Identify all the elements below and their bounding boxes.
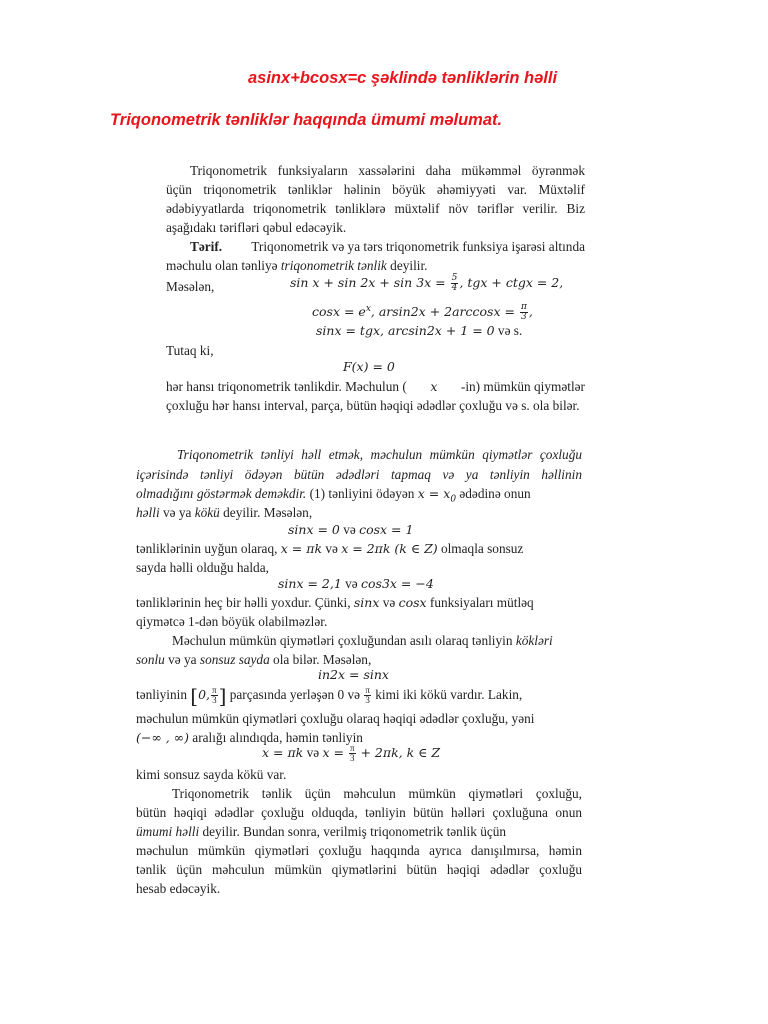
paragraph-line: kimi sonsuz sayda kökü var.: [136, 767, 287, 782]
equation-line: [288, 521, 413, 539]
term: ümumi həlli: [136, 824, 200, 839]
text: funksiyaları mütləq: [426, 595, 534, 610]
equation: x = πk: [262, 745, 304, 760]
equation: (−∞ , ∞): [136, 730, 189, 745]
numerator: π: [212, 685, 217, 696]
paragraph-line: [166, 378, 585, 396]
fraction: [349, 744, 356, 763]
text: ola bilər. Məsələn,: [269, 652, 372, 667]
equation: x =: [322, 745, 348, 760]
paragraph-line: bütün həqiqi ədədlər çoxluğu olduqda, tənliyin bütün həlləri çoxluğuna onun: [136, 805, 582, 820]
equation: sinx = 0: [288, 522, 340, 537]
equation: + 2πk, k ∈ Z: [356, 745, 441, 760]
denominator: 3: [349, 753, 355, 764]
numerator: π: [520, 302, 527, 313]
fraction: [451, 274, 459, 293]
paragraph-line: məchulun mümkün qiymətləri çoxluğu olaraq həqiqi ədədlər çoxluğu, yəni: [136, 711, 535, 726]
denominator: 3: [365, 695, 370, 706]
text: olmadığını göstərmək deməkdir.: [136, 486, 307, 501]
example-label: Məsələn,: [166, 279, 215, 294]
equation-line: [262, 744, 440, 763]
paragraph-line: çoxluğu hər hansı interval, parça, bütün həqiqi ədədlər çoxluğu və s. ola bilər.: [166, 398, 580, 413]
paragraph-line: üçün triqonometrik tənliklər həlinin böyük əhəmiyyəti var. Müxtəlif: [166, 182, 585, 197]
equation: sinx: [353, 595, 380, 610]
denominator: 3: [521, 312, 527, 323]
equation: x = x: [417, 486, 451, 501]
equation: cosx: [398, 595, 427, 610]
equation: sinx = 2,1: [278, 576, 342, 591]
text: və: [339, 522, 360, 537]
fraction: [211, 686, 218, 705]
equation-line-3: [316, 322, 522, 340]
equation: x = πk: [280, 541, 323, 556]
term: kökü: [194, 505, 220, 520]
equation-fx: F(x) = 0: [343, 359, 395, 374]
equation: 0,: [198, 687, 211, 702]
definition-text: məchulu olan tənliyə: [166, 258, 278, 273]
paragraph-line: içərisində tənliyi ödəyən bütün ədədləri tapmaq və ya tənliyin həllinin: [136, 467, 582, 482]
text: parçasında yerləşən 0 və: [226, 687, 364, 702]
term: sonlu: [136, 652, 165, 667]
definition-term: triqonometrik tənlik: [280, 258, 387, 273]
bracket-open: [: [190, 683, 199, 708]
text: ədədinə onun: [456, 486, 531, 501]
paragraph-line: aşağıdakı tərifləri qəbul edəcəyik.: [166, 220, 347, 235]
equation: ,: [528, 304, 533, 320]
text: və ya: [164, 652, 200, 667]
equation: cosx = e: [312, 304, 366, 320]
denominator: 4: [451, 283, 458, 293]
definition-text: Triqonometrik və ya tərs triqonometrik funksiya işarəsi altında: [251, 239, 585, 254]
text: olmaqla sonsuz: [437, 541, 524, 556]
bracket-close: ]: [218, 683, 227, 708]
definition-text: deyilir.: [390, 258, 428, 273]
text: Məchulun mümkün qiymətləri çoxluğundan asılı olaraq tənliyin: [172, 633, 516, 648]
term: kökləri: [515, 633, 553, 648]
variable: x: [430, 379, 438, 394]
document-title: asinx+bcosx=c şəklində tənliklərin həlli: [248, 69, 558, 87]
definition-line: [190, 238, 585, 256]
subscript: 0: [450, 494, 457, 505]
equation-line: [278, 575, 434, 593]
numerator: π: [349, 743, 355, 754]
equation: cos3x = −4: [361, 576, 434, 591]
paragraph-line: tənlik üçün məhculun mümkün qiymətlərini bütün həqiqi ədədlər çoxluğu: [136, 862, 582, 877]
equation: sin x + sin 2x + sin 3x =: [290, 275, 450, 290]
text: və: [303, 745, 323, 760]
paragraph-line: sayda həlli olduğu halda,: [136, 560, 269, 575]
paragraph-line: hesab edəcəyik.: [136, 881, 221, 896]
text: kimi iki kökü vardır. Lakin,: [371, 687, 523, 702]
term: həlli: [136, 505, 160, 520]
text: tənliklərinin uyğun olaraq,: [136, 541, 281, 556]
text: tənliyinin: [136, 687, 191, 702]
text: tənliklərinin heç bir həlli yoxdur. Çünki,: [136, 595, 354, 610]
paragraph-line: Tutaq ki,: [166, 343, 214, 358]
paragraph-line: məchulun mümkün qiymətləri çoxluğu haqqında ayrıca danışılmırsa, həmin: [136, 843, 582, 858]
text: deyilir. Məsələn,: [219, 505, 313, 520]
paragraph-line: [136, 540, 523, 558]
equation: x = 2πk (k ∈ Z): [341, 541, 438, 556]
document-subtitle: Triqonometrik tənliklər haqqında ümumi məlumat.: [110, 111, 503, 129]
text: hər hansı triqonometrik tənlikdir. Məchulun (: [166, 379, 407, 394]
text: aralığı alındıqda, həmin tənliyin: [188, 730, 363, 745]
paragraph-line: qiymətcə 1-dən böyük olabilməzlər.: [136, 614, 328, 629]
equation-suffix: və s.: [494, 323, 523, 338]
equation: cosx = 1: [359, 522, 414, 537]
equation: sinx = tgx, arcsin2x + 1 = 0: [316, 323, 495, 338]
paragraph-line: [172, 632, 553, 650]
text: və: [322, 541, 342, 556]
equation: , tgx + ctgx = 2,: [459, 275, 564, 290]
definition-line: [166, 257, 427, 275]
paragraph-line: Triqonometrik tənlik üçün məhculun mümkün qiymətləri çoxluğu,: [172, 786, 582, 801]
paragraph-line: Triqonometrik tənliyi həll etmək, məchulun mümkün qiymətlər çoxluğu: [177, 447, 582, 462]
paragraph-line: ədəbiyyatlarda triqonometrik tənliklərə müxtəlif növ təriflər verilir. Biz: [166, 201, 585, 216]
text: (1) tənliyini ödəyən: [306, 486, 418, 501]
numerator: π: [365, 685, 370, 696]
paragraph-line: [136, 504, 312, 522]
text: -in) mümkün qiymətlər: [460, 379, 585, 394]
equation-line-2: [312, 300, 533, 322]
text: və: [341, 576, 362, 591]
paragraph-line: Triqonometrik funksiyaların xassələrini daha mükəmməl öyrənmək: [190, 163, 585, 178]
definition-label: Tərif.: [190, 239, 223, 254]
denominator: 3: [212, 695, 217, 706]
paragraph-line: [136, 823, 506, 841]
paragraph-line: [136, 594, 534, 612]
fraction: [520, 303, 528, 322]
equation-line-1: [290, 274, 563, 293]
paragraph-line: [136, 683, 523, 708]
equation: , arsin2x + 2arccosx =: [370, 304, 519, 320]
text: və ya: [159, 505, 195, 520]
numerator: 5: [451, 273, 458, 283]
term: sonsuz sayda: [199, 652, 270, 667]
superscript: x: [365, 304, 371, 314]
text: və: [379, 595, 399, 610]
fraction: [364, 686, 371, 705]
equation-line: in2x = sinx: [318, 667, 389, 682]
text: deyilir. Bundan sonra, verilmiş triqonometrik tənlik üçün: [199, 824, 507, 839]
